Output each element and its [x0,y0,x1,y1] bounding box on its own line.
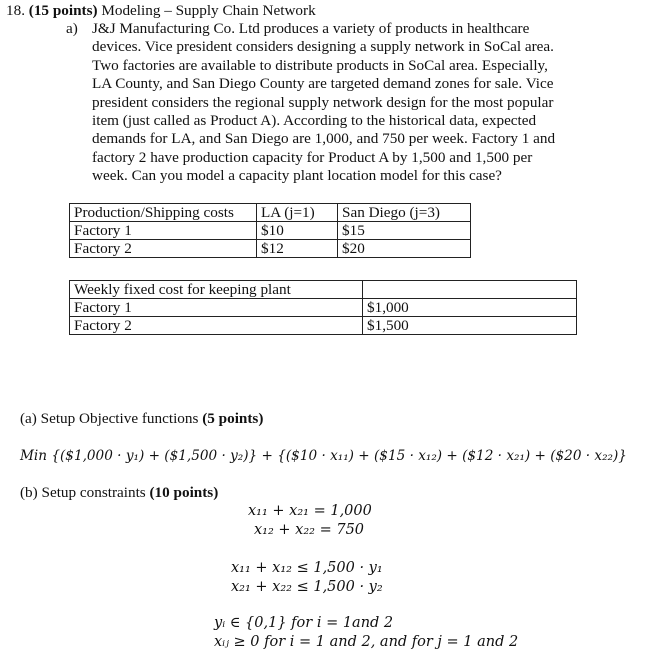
paragraph-line: item (just called as Product A). According to the historical data, expected [92,112,537,130]
table-header-cell: Weekly fixed cost for keeping plant [70,281,363,299]
part-a-marker: a) [66,20,78,37]
capacity-constraint: x₂₁ + x₂₂ ≤ 1,500 · y₂ [231,579,383,595]
shipping-cost-table [69,203,471,258]
paragraph-line: devices. Vice president considers designing a supply network in SoCal area. [92,38,554,56]
table-cell-empty [363,281,577,299]
table-cell: $1,500 [363,317,577,335]
table-header-row [70,204,471,222]
paragraph-line: J&J Manufacturing Co. Ltd produces a variety of products in healthcare [92,20,530,37]
paragraph-line: week. Can you model a capacity plant location model for this case? [92,167,502,185]
paragraph-line: Two factories are available to distribute products in SoCal area. Especially, [92,56,548,74]
table-row [70,240,471,258]
constraints-label: (b) Setup constraints [20,484,146,501]
table-cell: Factory 1 [70,299,363,317]
paragraph-line: factory 2 have production capacity for Product A by 1,500 and 1,500 per [92,148,533,166]
table-cell: Factory 1 [70,222,257,240]
domain-constraint: yᵢ ∈ {0,1} for i = 1and 2 [214,615,394,631]
paragraph-line: LA County, and San Diego County are targeted demand zones for sale. Vice [92,75,554,93]
table-cell: $15 [338,222,471,240]
capacity-constraint: x₁₁ + x₁₂ ≤ 1,500 · y₁ [231,560,383,576]
table-cell: $10 [257,222,338,240]
constraints-points: (10 points) [149,484,219,501]
paragraph-line: president considers the regional supply network design for the most popular [92,93,554,111]
domain-constraint: xᵢⱼ ≥ 0 for i = 1 and 2, and for j = 1 and 2 [214,634,519,650]
table-cell: $1,000 [363,299,577,317]
question-number: 18. [6,2,25,19]
question-heading [6,2,316,20]
part-a-paragraph [92,20,612,186]
table-header-cell: San Diego (j=3) [338,204,471,222]
objective-formula: Min {($1,000 · y₁) + ($1,500 · y₂)} + {($10 · x₁₁) + ($15 · x₁₂) + ($12 · x₂₁) + ($20 · x₂₂)} [20,448,627,464]
constraints-heading [20,484,218,502]
objective-label: (a) Setup Objective functions [20,410,199,427]
table-header-cell: LA (j=1) [257,204,338,222]
table-cell: Factory 2 [70,317,363,335]
table-cell: Factory 2 [70,240,257,258]
demand-constraint: x₁₂ + x₂₂ = 750 [254,522,365,538]
table-cell: $12 [257,240,338,258]
table-row [70,222,471,240]
question-points: (15 points) [28,2,98,19]
table-header-cell: Production/Shipping costs [70,204,257,222]
table-row [70,317,577,335]
table-row [70,299,577,317]
paragraph-line: demands for LA, and San Diego are 1,000, and 750 per week. Factory 1 and [92,130,556,148]
question-title: Modeling – Supply Chain Network [101,2,316,19]
table-cell: $20 [338,240,471,258]
fixed-cost-table [69,280,577,335]
demand-constraint: x₁₁ + x₂₁ = 1,000 [248,503,372,519]
table-header-row [70,281,577,299]
objective-heading [20,410,263,428]
objective-points: (5 points) [202,410,264,427]
